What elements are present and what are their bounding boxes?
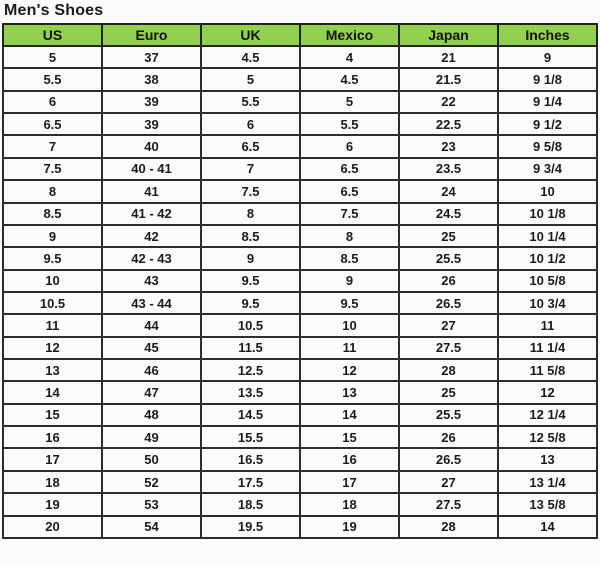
table-cell: 26 xyxy=(399,270,498,292)
table-cell: 25.5 xyxy=(399,247,498,269)
table-cell: 27 xyxy=(399,471,498,493)
table-row xyxy=(3,158,597,180)
table-cell: 12 xyxy=(3,337,102,359)
table-cell: 10 5/8 xyxy=(498,270,597,292)
table-cell: 24 xyxy=(399,180,498,202)
table-cell: 48 xyxy=(102,404,201,426)
table-cell: 24.5 xyxy=(399,203,498,225)
table-cell: 21.5 xyxy=(399,68,498,90)
table-row xyxy=(3,113,597,135)
table-cell: 23.5 xyxy=(399,158,498,180)
table-cell: 11 1/4 xyxy=(498,337,597,359)
table-cell: 7.5 xyxy=(3,158,102,180)
table-cell: 19.5 xyxy=(201,516,300,538)
table-cell: 18.5 xyxy=(201,493,300,515)
table-cell: 4.5 xyxy=(201,46,300,68)
table-cell: 9.5 xyxy=(300,292,399,314)
table-cell: 9 1/2 xyxy=(498,113,597,135)
table-cell: 5.5 xyxy=(300,113,399,135)
table-cell: 11 xyxy=(498,314,597,336)
table-cell: 18 xyxy=(3,471,102,493)
size-conversion-table xyxy=(2,23,598,539)
table-cell: 11 xyxy=(3,314,102,336)
table-cell: 10 1/2 xyxy=(498,247,597,269)
column-header: Mexico xyxy=(300,24,399,46)
table-cell: 40 xyxy=(102,135,201,157)
table-cell: 17 xyxy=(3,448,102,470)
table-row xyxy=(3,203,597,225)
table-cell: 25 xyxy=(399,381,498,403)
table-cell: 10 3/4 xyxy=(498,292,597,314)
table-cell: 15 xyxy=(3,404,102,426)
table-cell: 11.5 xyxy=(201,337,300,359)
table-cell: 13 1/4 xyxy=(498,471,597,493)
table-cell: 14 xyxy=(498,516,597,538)
table-cell: 11 xyxy=(300,337,399,359)
table-cell: 10.5 xyxy=(3,292,102,314)
table-cell: 13 xyxy=(3,359,102,381)
table-cell: 26 xyxy=(399,426,498,448)
table-cell: 8 xyxy=(201,203,300,225)
table-cell: 6.5 xyxy=(3,113,102,135)
table-cell: 10 xyxy=(3,270,102,292)
table-row xyxy=(3,91,597,113)
table-cell: 14 xyxy=(300,404,399,426)
table-cell: 9 xyxy=(300,270,399,292)
table-cell: 22 xyxy=(399,91,498,113)
header-row xyxy=(3,24,597,46)
table-cell: 13 xyxy=(498,448,597,470)
table-cell: 4 xyxy=(300,46,399,68)
column-header: UK xyxy=(201,24,300,46)
table-row xyxy=(3,471,597,493)
table-cell: 5.5 xyxy=(3,68,102,90)
table-cell: 8.5 xyxy=(3,203,102,225)
column-header: US xyxy=(3,24,102,46)
table-cell: 9.5 xyxy=(3,247,102,269)
table-row xyxy=(3,247,597,269)
table-cell: 10 1/8 xyxy=(498,203,597,225)
table-row xyxy=(3,135,597,157)
table-cell: 12.5 xyxy=(201,359,300,381)
table-row xyxy=(3,426,597,448)
table-cell: 10 1/4 xyxy=(498,225,597,247)
table-cell: 4.5 xyxy=(300,68,399,90)
table-cell: 16 xyxy=(300,448,399,470)
table-cell: 13 xyxy=(300,381,399,403)
table-cell: 9.5 xyxy=(201,270,300,292)
table-row xyxy=(3,493,597,515)
table-cell: 14 xyxy=(3,381,102,403)
table-cell: 22.5 xyxy=(399,113,498,135)
table-cell: 5.5 xyxy=(201,91,300,113)
table-cell: 17 xyxy=(300,471,399,493)
table-row xyxy=(3,381,597,403)
table-cell: 53 xyxy=(102,493,201,515)
table-cell: 47 xyxy=(102,381,201,403)
page-title: Men's Shoes xyxy=(4,2,104,19)
table-cell: 19 xyxy=(3,493,102,515)
table-cell: 5 xyxy=(3,46,102,68)
table-cell: 18 xyxy=(300,493,399,515)
table-cell: 21 xyxy=(399,46,498,68)
table-cell: 6.5 xyxy=(201,135,300,157)
table-cell: 11 5/8 xyxy=(498,359,597,381)
table-cell: 9 1/4 xyxy=(498,91,597,113)
table-cell: 13 5/8 xyxy=(498,493,597,515)
table-cell: 8.5 xyxy=(201,225,300,247)
table-row xyxy=(3,292,597,314)
table-cell: 8 xyxy=(3,180,102,202)
table-row xyxy=(3,68,597,90)
table-cell: 43 xyxy=(102,270,201,292)
table-cell: 26.5 xyxy=(399,292,498,314)
table-cell: 9.5 xyxy=(201,292,300,314)
table-cell: 10.5 xyxy=(201,314,300,336)
table-cell: 5 xyxy=(300,91,399,113)
table-cell: 38 xyxy=(102,68,201,90)
table-row xyxy=(3,516,597,538)
table-cell: 6 xyxy=(3,91,102,113)
table-cell: 6.5 xyxy=(300,158,399,180)
table-cell: 7.5 xyxy=(300,203,399,225)
table-cell: 9 xyxy=(3,225,102,247)
table-cell: 40 - 41 xyxy=(102,158,201,180)
table-cell: 39 xyxy=(102,91,201,113)
table-cell: 12 1/4 xyxy=(498,404,597,426)
table-row xyxy=(3,404,597,426)
table-cell: 12 xyxy=(300,359,399,381)
table-cell: 19 xyxy=(300,516,399,538)
table-cell: 28 xyxy=(399,359,498,381)
table-cell: 17.5 xyxy=(201,471,300,493)
table-cell: 8 xyxy=(300,225,399,247)
table-cell: 44 xyxy=(102,314,201,336)
table-cell: 12 5/8 xyxy=(498,426,597,448)
table-cell: 25 xyxy=(399,225,498,247)
column-header: Japan xyxy=(399,24,498,46)
table-cell: 12 xyxy=(498,381,597,403)
table-cell: 13.5 xyxy=(201,381,300,403)
table-cell: 7 xyxy=(201,158,300,180)
column-header: Inches xyxy=(498,24,597,46)
table-row xyxy=(3,359,597,381)
table-cell: 37 xyxy=(102,46,201,68)
table-cell: 52 xyxy=(102,471,201,493)
table-cell: 9 1/8 xyxy=(498,68,597,90)
table-row xyxy=(3,314,597,336)
table-cell: 50 xyxy=(102,448,201,470)
table-cell: 9 3/4 xyxy=(498,158,597,180)
table-cell: 20 xyxy=(3,516,102,538)
table-cell: 46 xyxy=(102,359,201,381)
table-cell: 41 xyxy=(102,180,201,202)
table-cell: 27 xyxy=(399,314,498,336)
table-cell: 45 xyxy=(102,337,201,359)
table-cell: 15.5 xyxy=(201,426,300,448)
table-row xyxy=(3,448,597,470)
table-cell: 41 - 42 xyxy=(102,203,201,225)
table-cell: 16 xyxy=(3,426,102,448)
table-cell: 49 xyxy=(102,426,201,448)
table-cell: 9 xyxy=(201,247,300,269)
table-cell: 6 xyxy=(300,135,399,157)
table-cell: 16.5 xyxy=(201,448,300,470)
table-row xyxy=(3,46,597,68)
table-cell: 23 xyxy=(399,135,498,157)
table-cell: 14.5 xyxy=(201,404,300,426)
table-row xyxy=(3,270,597,292)
table-cell: 15 xyxy=(300,426,399,448)
table-row xyxy=(3,225,597,247)
table-cell: 43 - 44 xyxy=(102,292,201,314)
table-cell: 9 xyxy=(498,46,597,68)
table-cell: 6.5 xyxy=(300,180,399,202)
table-row xyxy=(3,180,597,202)
table-cell: 27.5 xyxy=(399,493,498,515)
table-cell: 10 xyxy=(498,180,597,202)
table-cell: 6 xyxy=(201,113,300,135)
table-cell: 27.5 xyxy=(399,337,498,359)
table-cell: 28 xyxy=(399,516,498,538)
column-header: Euro xyxy=(102,24,201,46)
table-cell: 25.5 xyxy=(399,404,498,426)
table-cell: 7.5 xyxy=(201,180,300,202)
table-cell: 42 xyxy=(102,225,201,247)
table-cell: 8.5 xyxy=(300,247,399,269)
table-cell: 42 - 43 xyxy=(102,247,201,269)
table-cell: 39 xyxy=(102,113,201,135)
table-cell: 26.5 xyxy=(399,448,498,470)
table-cell: 5 xyxy=(201,68,300,90)
table-cell: 54 xyxy=(102,516,201,538)
table-cell: 9 5/8 xyxy=(498,135,597,157)
table-cell: 10 xyxy=(300,314,399,336)
table-cell: 7 xyxy=(3,135,102,157)
table-row xyxy=(3,337,597,359)
